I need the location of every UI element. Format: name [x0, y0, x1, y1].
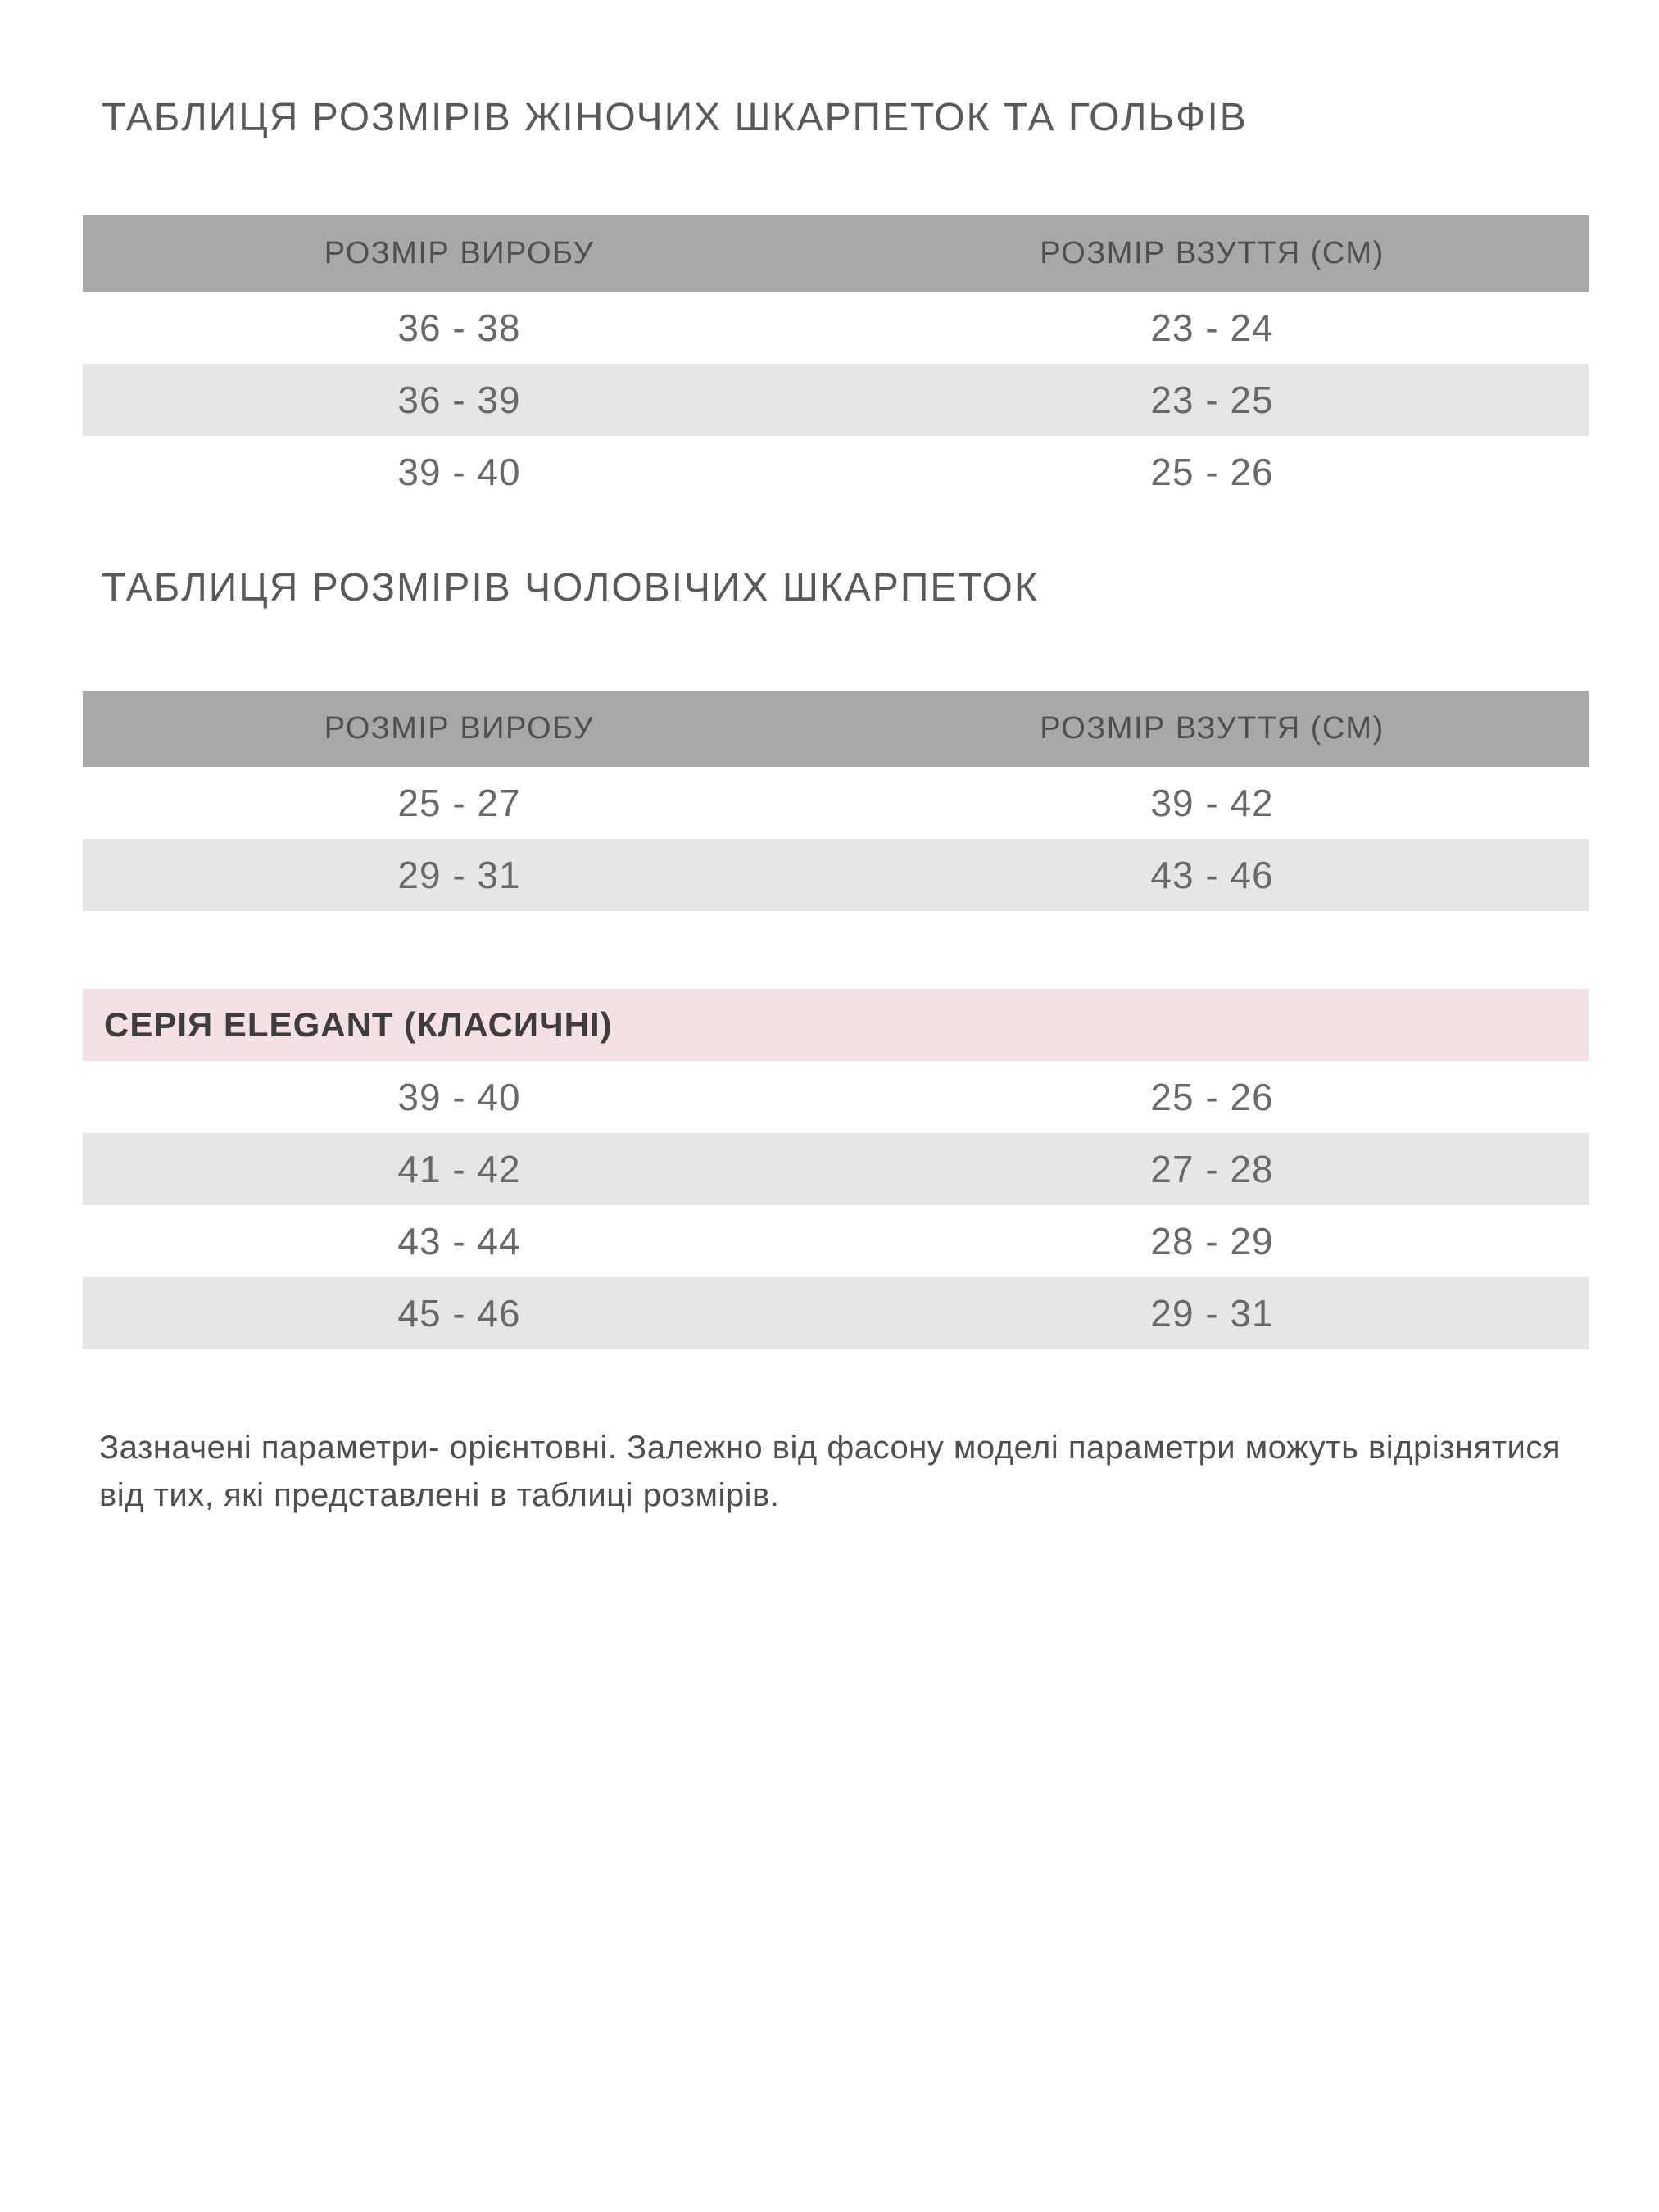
column-header-shoe-size: РОЗМІР ВЗУТТЯ (СМ)	[1040, 711, 1385, 746]
table-row	[83, 364, 1589, 436]
table-row	[83, 1277, 1589, 1349]
table-row	[83, 767, 1589, 839]
column-header-product-size: РОЗМІР ВИРОБУ	[324, 236, 595, 270]
column-header-product-size: РОЗМІР ВИРОБУ	[324, 711, 595, 746]
size-cell: 29 - 31	[397, 854, 521, 896]
women-table-body	[83, 292, 1589, 508]
size-cell: 25 - 26	[1150, 1076, 1274, 1118]
disclaimer-note: Зазначені параметри- орієнтовні. Залежно від фасону моделі параметри можуть відрізнятися від тих, які представлені в таблиці розмірів.	[99, 1430, 1562, 1513]
size-cell: 23 - 24	[1150, 306, 1274, 349]
elegant-table-body	[83, 1061, 1589, 1349]
size-cell: 29 - 31	[1150, 1292, 1274, 1335]
table-row	[83, 436, 1589, 508]
table-row	[83, 839, 1589, 911]
elegant-series-title: СЕРІЯ ELEGANT (КЛАСИЧНІ)	[104, 1005, 613, 1044]
size-cell: 25 - 27	[397, 782, 521, 824]
column-header-shoe-size: РОЗМІР ВЗУТТЯ (СМ)	[1040, 236, 1385, 270]
table-row	[83, 1061, 1589, 1133]
size-cell: 39 - 40	[397, 451, 521, 493]
size-cell: 36 - 38	[397, 306, 521, 349]
size-cell: 43 - 46	[1150, 854, 1274, 896]
size-cell: 23 - 25	[1150, 378, 1274, 421]
size-cell: 27 - 28	[1150, 1148, 1274, 1190]
size-cell: 41 - 42	[397, 1148, 521, 1190]
men-table-header	[83, 691, 1589, 767]
men-size-table	[83, 691, 1589, 911]
table-row	[83, 1205, 1589, 1277]
size-cell: 28 - 29	[1150, 1220, 1274, 1262]
size-cell: 39 - 42	[1150, 782, 1274, 824]
elegant-series-band	[83, 989, 1589, 1061]
table-row	[83, 1133, 1589, 1205]
size-cell: 43 - 44	[397, 1220, 521, 1262]
size-cell: 45 - 46	[397, 1292, 521, 1335]
elegant-series-table	[83, 989, 1589, 1349]
size-cell: 36 - 39	[397, 378, 521, 421]
women-size-table	[83, 215, 1589, 508]
men-table-title: ТАБЛИЦЯ РОЗМІРІВ ЧОЛОВІЧИХ ШКАРПЕТОК	[102, 566, 1039, 610]
women-table-header	[83, 215, 1589, 292]
size-cell: 39 - 40	[397, 1076, 521, 1118]
women-table-title: ТАБЛИЦЯ РОЗМІРІВ ЖІНОЧИХ ШКАРПЕТОК ТА ГОЛЬФІВ	[102, 96, 1248, 139]
table-row	[83, 292, 1589, 364]
size-cell: 25 - 26	[1150, 451, 1274, 493]
men-table-body	[83, 767, 1589, 911]
